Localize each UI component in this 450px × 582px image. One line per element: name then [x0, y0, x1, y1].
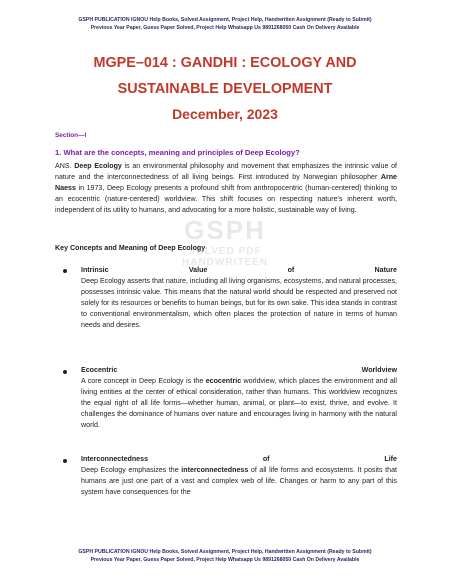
title-line-1: MGPE–014 : GANDHI : ECOLOGY AND — [93, 55, 357, 71]
answer-paragraph — [55, 161, 397, 216]
body-text: worldview, which places the environment and all living entities at the center of ethical consideration, rather than humans. This worldview recognizes the equal right of all life forms—whether human, animal, or plant—to exist, thrive, and evolve. It challenges the dominance of humans over nature and encourages living in harmony with the natural world. — [81, 377, 397, 430]
body-bold-term: interconnectedness — [181, 466, 249, 474]
item-title-intrinsic-value — [81, 266, 397, 274]
item-body-intrinsic-value: Deep Ecology asserts that nature, including all living organisms, ecosystems, and natural processes, possesses intrinsic value. This means that the natural world should be respected and preserved not solely for its resources or benefits to human beings, but for its own sake. This idea stands in contrast to conventional environmentalism, which often places the protection of nature in terms of human needs and desires. — [81, 277, 397, 330]
answer-term: Deep Ecology — [74, 162, 122, 170]
answer-text-2: in 1973, Deep Ecology presents a profound shift from anthropocentric (human-centered) thinking to an ecocentric (nature-centered) worldview. This shift focuses on respecting nature's inherent worth, independent of its utility to humans, and advocating for a more holistic, sustainable way of living. — [55, 184, 397, 215]
bullet-icon — [63, 269, 67, 273]
footer-line-1: GSPH PUBLICATION IGNOU Help Books, Solved Assignment, Project Help, Handwritten Assignment (Ready to Submit) — [78, 549, 372, 555]
key-concepts-heading: Key Concepts and Meaning of Deep Ecology — [55, 244, 206, 252]
body-text: of all life forms and ecosystems. It posits that humans are just one part of a vast and complex web of life. Changes or harm to any part of this system have consequences for the — [81, 466, 397, 497]
title-word: Worldview — [361, 366, 397, 374]
title-word: Nature — [374, 266, 397, 274]
item-body-interconnectedness — [81, 465, 397, 498]
answer-prefix: ANS. — [55, 162, 75, 170]
body-text: Deep Ecology emphasizes the — [81, 466, 182, 474]
question-heading: 1. What are the concepts, meaning and principles of Deep Ecology? — [55, 148, 300, 157]
footer-line-2: Previous Year Paper, Guess Paper Solved, Project Help Whatsapp Us 9891268050 Cash On Delivery Available — [90, 556, 360, 563]
answer-text-1: is an environmental philosophy and movement that emphasizes the intrinsic value of nature and the interconnectedness of all living beings. First introduced by Norwegian philosopher — [55, 162, 397, 182]
body-text: A core concept in Deep Ecology is the — [81, 377, 206, 385]
title-word: Ecocentric — [81, 366, 118, 374]
page-header — [0, 17, 450, 32]
title-word: Value — [188, 266, 208, 274]
item-body-ecocentric-worldview — [81, 376, 397, 431]
watermark-line-1: GSPH — [184, 215, 266, 245]
header-line-2: Previous Year Paper, Guess Paper Solved, Project Help Whatsapp Us 9891268050 Cash On Delivery Available — [90, 24, 360, 31]
bullet-icon — [63, 370, 67, 374]
watermark-line-3: HANDWRITEEN — [182, 257, 268, 268]
title-word: Interconnectedness — [81, 455, 149, 463]
title-line-2: SUSTAINABLE DEVELOPMENT — [117, 81, 333, 97]
title-word: of — [287, 266, 295, 274]
answer-person: Arne Naess — [55, 173, 397, 193]
item-title-ecocentric-worldview — [81, 366, 397, 374]
item-title-interconnectedness — [81, 455, 397, 463]
body-bold-term: ecocentric — [205, 377, 242, 385]
title-word: of — [262, 455, 270, 463]
page-footer — [0, 549, 450, 564]
title-date: December, 2023 — [172, 106, 278, 122]
header-line-1: GSPH PUBLICATION IGNOU Help Books, Solved Assignment, Project Help, Handwritten Assignment (Ready to Submit) — [78, 17, 372, 23]
bullet-icon — [63, 459, 67, 463]
title-word: Intrinsic — [81, 266, 109, 274]
section-label: Section—I — [55, 132, 87, 139]
title-word: Life — [384, 455, 397, 463]
watermark-line-2: SOLVED PDF — [188, 246, 262, 257]
